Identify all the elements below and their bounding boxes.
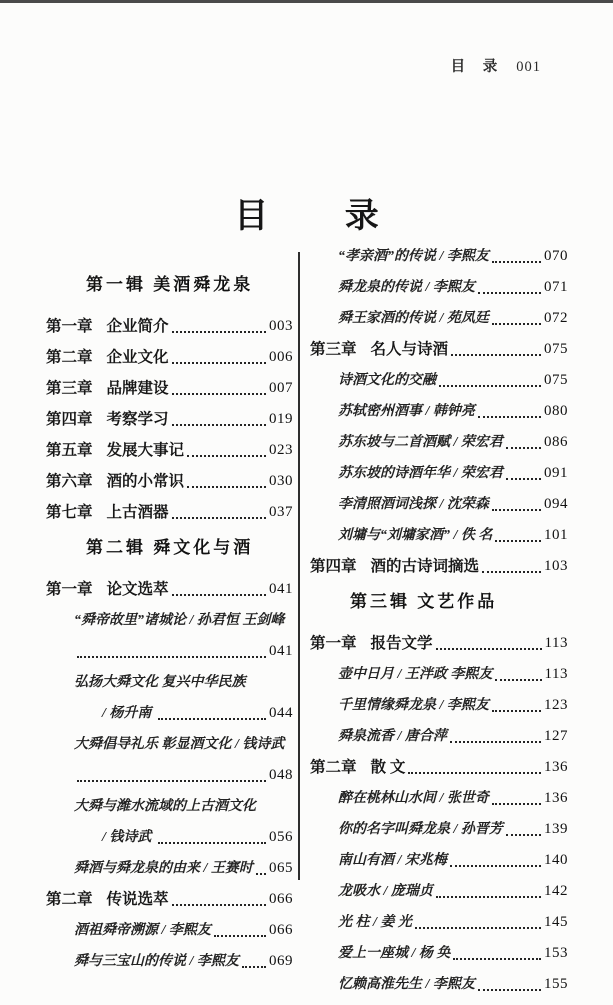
page-number: 136 — [544, 759, 568, 775]
dot-leader — [492, 803, 541, 805]
chapter-label: 第二章 — [46, 891, 93, 908]
chapter-label: 第二章 — [310, 759, 357, 776]
article-title: 南山有酒 / 宋兆梅 — [338, 853, 447, 868]
dot-leader — [436, 896, 541, 898]
chapter-label: 第三章 — [46, 380, 93, 397]
toc-article-continuation-row — [74, 765, 293, 786]
toc-article-continuation-row — [74, 641, 293, 662]
toc-article-row — [338, 277, 568, 298]
chapter-title: 传说选萃 — [106, 891, 169, 908]
page-number: 007 — [269, 380, 293, 396]
chapter-title: 报告文学 — [370, 635, 433, 652]
article-title: 忆赖高淮先生 / 李熙友 — [338, 977, 475, 992]
dot-leader — [451, 354, 541, 356]
dot-leader — [453, 958, 541, 960]
page-number: 023 — [269, 442, 293, 458]
scan-edge — [0, 0, 613, 3]
toc-chapter-row — [310, 633, 568, 654]
dot-leader — [172, 424, 266, 426]
article-title: 醉在桃林山水间 / 张世奇 — [338, 791, 489, 806]
toc-article-continuation-row — [74, 827, 293, 848]
toc-article-row — [74, 734, 293, 755]
page-number: 019 — [269, 411, 293, 427]
chapter-label: 第一章 — [46, 581, 93, 598]
dot-leader — [478, 292, 541, 294]
chapter-title: 散 文 — [370, 759, 406, 776]
article-title: 大舜倡导礼乐 彰显酒文化 / 钱诗武 — [74, 737, 285, 752]
page-number: 070 — [544, 248, 568, 264]
chapter-label: 第七章 — [46, 504, 93, 521]
page-number: 113 — [544, 666, 568, 682]
toc-article-continuation-row — [74, 703, 293, 724]
page-number: 041 — [269, 581, 293, 597]
chapter-label: 第一章 — [46, 318, 93, 335]
chapter-title: 上古酒器 — [106, 504, 169, 521]
page-number: 030 — [269, 473, 293, 489]
toc-chapter-row — [46, 347, 293, 368]
toc-article-row — [74, 610, 293, 631]
chapter-title: 名人与诗酒 — [370, 341, 449, 358]
article-author: / 杨升南 — [102, 706, 152, 721]
chapter-label: 第一章 — [310, 635, 357, 652]
article-title: 诗酒文化的交融 — [338, 373, 436, 388]
page-number: 127 — [544, 728, 568, 744]
toc-left-column — [46, 260, 293, 982]
dot-leader — [214, 935, 266, 937]
dot-leader — [482, 571, 541, 573]
page-number: 071 — [544, 279, 568, 295]
toc-chapter-row — [46, 409, 293, 430]
dot-leader — [158, 842, 266, 844]
toc-article-row — [338, 881, 568, 902]
toc-article-row — [338, 525, 568, 546]
dot-leader — [187, 486, 266, 488]
toc-title: 目 录 — [234, 197, 413, 235]
page-number: 094 — [544, 496, 568, 512]
page-number: 075 — [544, 341, 568, 357]
toc-chapter-row — [46, 502, 293, 523]
article-title: 刘墉与“刘墉家酒” / 佚 名 — [338, 528, 493, 543]
article-title: “舜帝故里”诸城论 / 孙君恒 王剑峰 — [74, 613, 285, 628]
dot-leader — [77, 780, 266, 782]
dot-leader — [172, 594, 266, 596]
column-divider — [298, 252, 300, 880]
toc-article-row — [338, 494, 568, 515]
dot-leader — [172, 331, 266, 333]
dot-leader — [172, 362, 266, 364]
article-title: 龙吸水 / 庞瑞贞 — [338, 884, 433, 899]
dot-leader — [506, 478, 541, 480]
page-number: 044 — [269, 705, 293, 721]
page-number: 139 — [544, 821, 568, 837]
page-number: 103 — [544, 558, 568, 574]
toc-article-row — [338, 819, 568, 840]
dot-leader — [436, 648, 542, 650]
dot-leader — [492, 509, 541, 511]
article-title: 大舜与潍水流域的上古酒文化 — [74, 799, 256, 814]
page-number: 075 — [544, 372, 568, 388]
dot-leader — [256, 873, 266, 875]
page-number: 006 — [269, 349, 293, 365]
dot-leader — [172, 393, 266, 395]
dot-leader — [172, 904, 266, 906]
page-header — [451, 55, 541, 76]
page-number: 086 — [544, 434, 568, 450]
toc-article-row — [74, 858, 293, 879]
toc-chapter-row — [310, 556, 568, 577]
chapter-label: 第四章 — [46, 411, 93, 428]
dot-leader — [495, 540, 541, 542]
dot-leader — [158, 718, 266, 720]
toc-article-row — [338, 401, 568, 422]
article-title: 李清照酒词浅探 / 沈荣森 — [338, 497, 489, 512]
page-number: 142 — [544, 883, 568, 899]
toc-article-row — [338, 974, 568, 995]
toc-article-row — [338, 788, 568, 809]
dot-leader — [242, 966, 266, 968]
toc-article-row — [338, 943, 568, 964]
dot-leader — [172, 517, 266, 519]
dot-leader — [492, 323, 541, 325]
toc-chapter-row — [310, 339, 568, 360]
page-number: 065 — [269, 860, 293, 876]
toc-article-row — [338, 695, 568, 716]
page-number: 155 — [544, 976, 568, 992]
toc-article-row — [74, 920, 293, 941]
chapter-label: 第四章 — [310, 558, 357, 575]
toc-article-row — [338, 246, 568, 267]
chapter-title: 酒的小常识 — [106, 473, 185, 490]
page-number: 003 — [269, 318, 293, 334]
article-title: 苏轼密州酒事 / 韩钟亮 — [338, 404, 475, 419]
chapter-title: 论文选萃 — [106, 581, 169, 598]
page-number: 066 — [269, 891, 293, 907]
article-title: 苏东坡的诗酒年华 / 荣宏君 — [338, 466, 503, 481]
article-title: 千里情缘舜龙泉 / 李熙友 — [338, 698, 489, 713]
page-number: 145 — [544, 914, 568, 930]
article-title: 苏东坡与二首酒赋 / 荣宏君 — [338, 435, 503, 450]
article-author: / 钱诗武 — [102, 830, 152, 845]
chapter-title: 酒的古诗词摘选 — [370, 558, 480, 575]
dot-leader — [450, 865, 541, 867]
toc-article-row — [338, 850, 568, 871]
article-title: 爱上一座城 / 杨 奂 — [338, 946, 451, 961]
chapter-title: 企业文化 — [106, 349, 169, 366]
chapter-title: 品牌建设 — [106, 380, 169, 397]
toc-chapter-row — [46, 378, 293, 399]
toc-article-row — [74, 672, 293, 693]
page-number: 048 — [269, 767, 293, 783]
article-title: 舜酒与舜龙泉的由来 / 王赛时 — [74, 861, 253, 876]
page-number: 140 — [544, 852, 568, 868]
toc-article-row — [338, 664, 568, 685]
chapter-label: 第五章 — [46, 442, 93, 459]
chapter-label: 第六章 — [46, 473, 93, 490]
page-number: 069 — [269, 953, 293, 969]
page-number: 091 — [544, 465, 568, 481]
dot-leader — [77, 656, 266, 658]
toc-section-header: 第三辑 文艺作品 — [350, 592, 498, 611]
toc-section-header: 第一辑 美酒舜龙泉 — [86, 275, 254, 294]
dot-leader — [478, 416, 541, 418]
dot-leader — [450, 741, 541, 743]
page-number: 123 — [544, 697, 568, 713]
toc-article-row — [74, 796, 293, 817]
page-number: 037 — [269, 504, 293, 520]
toc-article-row — [338, 463, 568, 484]
article-title: 舜与三宝山的传说 / 李熙友 — [74, 954, 239, 969]
toc-chapter-row — [310, 757, 568, 778]
chapter-title: 企业简介 — [106, 318, 169, 335]
chapter-title: 考察学习 — [106, 411, 169, 428]
dot-leader — [415, 927, 541, 929]
article-title: 弘扬大舜文化 复兴中华民族 — [74, 675, 246, 690]
page-number: 153 — [544, 945, 568, 961]
toc-article-row — [338, 432, 568, 453]
chapter-title: 发展大事记 — [106, 442, 185, 459]
dot-leader — [506, 447, 541, 449]
dot-leader — [492, 261, 541, 263]
dot-leader — [478, 989, 541, 991]
toc-article-row — [338, 370, 568, 391]
toc-section-header: 第二辑 舜文化与酒 — [86, 538, 254, 557]
article-title: 舜龙泉的传说 / 李熙友 — [338, 280, 475, 295]
dot-leader — [506, 834, 541, 836]
page-number: 101 — [544, 527, 568, 543]
page-number: 056 — [269, 829, 293, 845]
article-title: 你的名字叫舜龙泉 / 孙晋芳 — [338, 822, 503, 837]
article-title: 光 柱 / 姜 光 — [338, 915, 412, 930]
article-title: 壶中日月 / 王泮政 李熙友 — [338, 667, 493, 682]
toc-article-row — [338, 912, 568, 933]
page-number: 041 — [269, 643, 293, 659]
dot-leader — [439, 385, 541, 387]
toc-article-row — [74, 951, 293, 972]
dot-leader — [408, 772, 541, 774]
chapter-label: 第三章 — [310, 341, 357, 358]
page-number: 136 — [544, 790, 568, 806]
dot-leader — [495, 679, 541, 681]
toc-right-column — [310, 246, 568, 1005]
toc-chapter-row — [46, 440, 293, 461]
article-title: 舜泉流香 / 唐合萍 — [338, 729, 447, 744]
toc-chapter-row — [46, 471, 293, 492]
toc-article-row — [338, 726, 568, 747]
page-number: 080 — [544, 403, 568, 419]
dot-leader — [492, 710, 541, 712]
article-title: “孝亲酒”的传说 / 李熙友 — [338, 249, 489, 264]
toc-chapter-row — [46, 579, 293, 600]
page-number: 066 — [269, 922, 293, 938]
page-number: 113 — [544, 635, 568, 651]
toc-chapter-row — [46, 316, 293, 337]
article-title: 舜王家酒的传说 / 苑凤廷 — [338, 311, 489, 326]
running-head-label: 目 录 — [450, 59, 505, 75]
page-number: 072 — [544, 310, 568, 326]
toc-chapter-row — [46, 889, 293, 910]
toc-article-row — [338, 308, 568, 329]
dot-leader — [187, 455, 266, 457]
running-head-page-number: 001 — [516, 59, 541, 75]
article-title: 酒祖舜帝溯源 / 李熙友 — [74, 923, 211, 938]
chapter-label: 第二章 — [46, 349, 93, 366]
